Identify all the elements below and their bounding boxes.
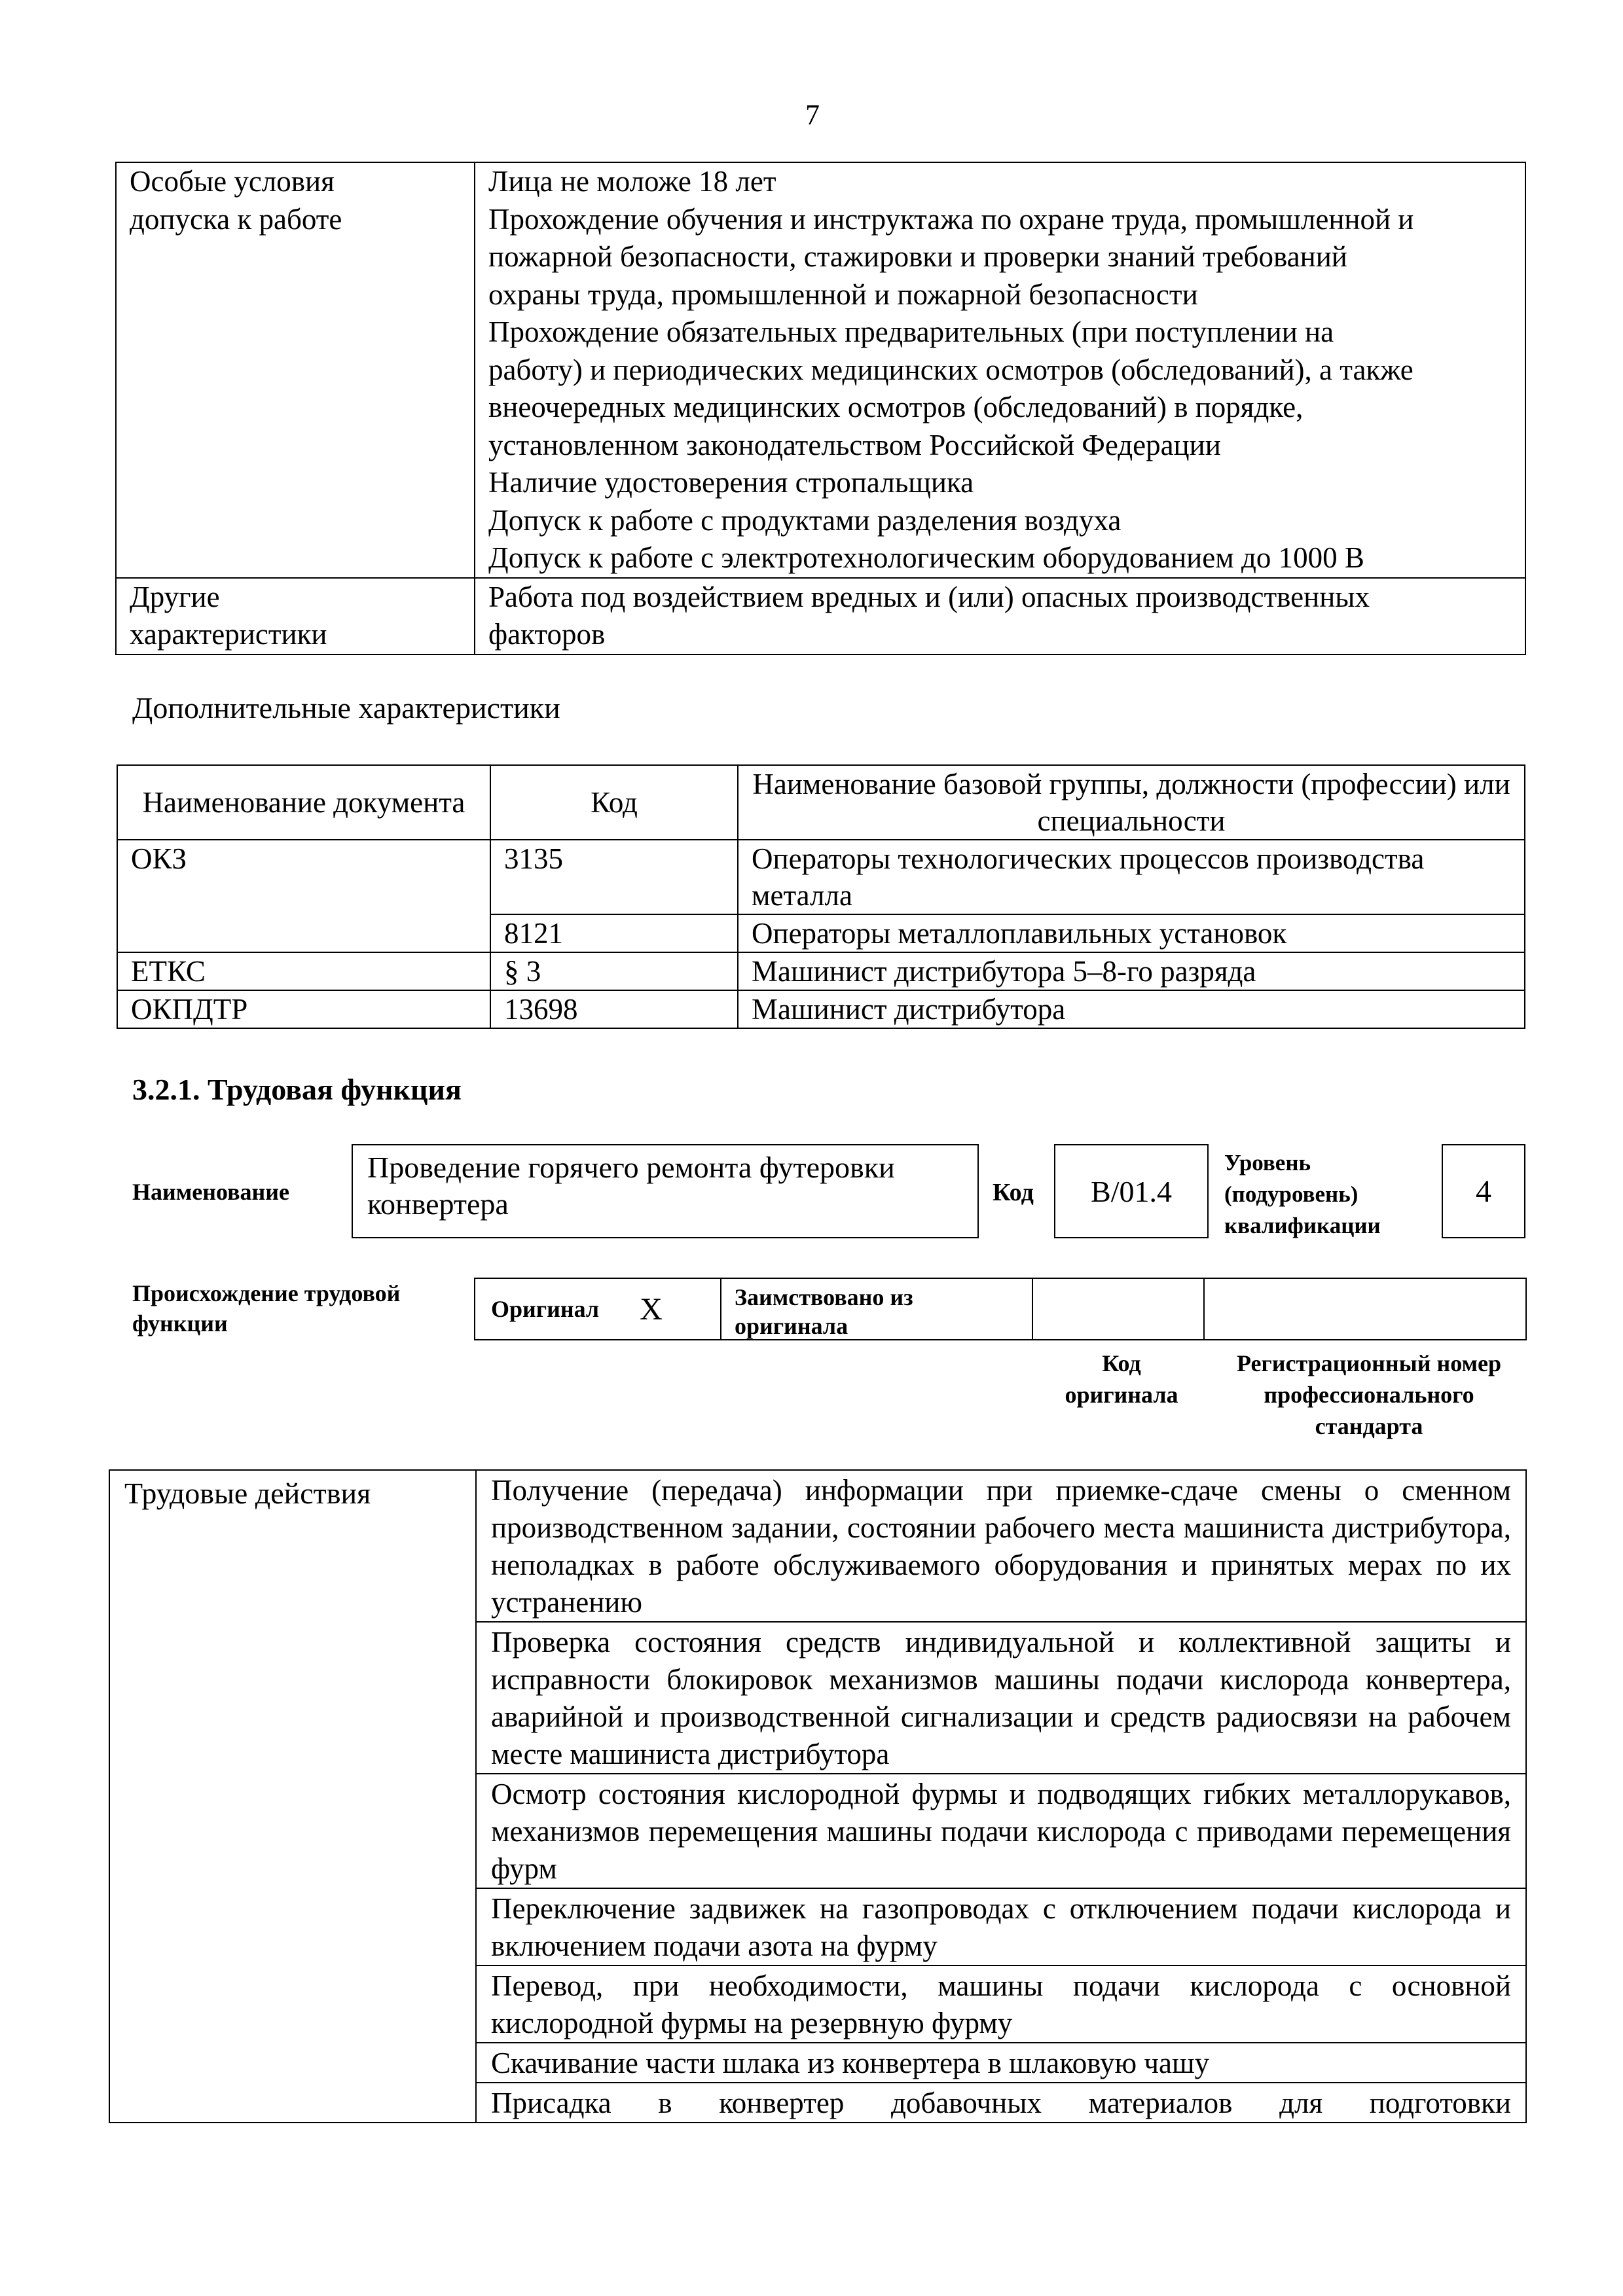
doc-cell: ОКПДТР xyxy=(117,990,490,1028)
function-code-label: Код xyxy=(993,1179,1034,1206)
additional-characteristics-table xyxy=(117,764,1525,1029)
doc-cell: ОКЗ xyxy=(117,840,490,952)
labor-actions-table xyxy=(109,1469,1527,2123)
level-label-line: (подуровень) xyxy=(1224,1181,1359,1207)
condition-line: Допуск к работе с продуктами разделения воздуха xyxy=(488,503,1122,537)
caption-line: оригинала xyxy=(1065,1382,1178,1408)
action-item: Осмотр состояния кислородной фурмы и подводящих гибких металлорукавов, механизмов перемещения машины подачи кислорода с приводами перемещения фурм xyxy=(476,1774,1526,1888)
action-item: Присадка в конвертер добавочных материалов для подготовки xyxy=(476,2083,1526,2123)
row-label-line: Особые условия xyxy=(130,165,335,198)
condition-line: пожарной безопасности, стажировки и проверки знаний требований xyxy=(488,240,1347,273)
condition-line: работу) и периодических медицинских осмотров (обследований), а также xyxy=(488,353,1413,386)
table-row xyxy=(116,162,1525,578)
registration-number-cell xyxy=(1205,1279,1525,1339)
header-code: Код xyxy=(490,765,738,840)
condition-line: внеочередных медицинских осмотров (обследований) в порядке, xyxy=(488,391,1304,423)
origin-label-line: Происхождение трудовой xyxy=(132,1280,401,1306)
conditions-value-cell xyxy=(475,162,1525,578)
condition-line: Наличие удостоверения стропальщика xyxy=(488,466,974,499)
table-row xyxy=(116,578,1525,655)
page-number: 7 xyxy=(805,99,820,131)
labor-function-heading: 3.2.1. Трудовая функция xyxy=(132,1073,462,1106)
row-label-line: Другие xyxy=(130,580,220,613)
condition-line: Прохождение обучения и инструктажа по охране труда, промышленной и xyxy=(488,202,1414,236)
labor-actions-label: Трудовые действия xyxy=(109,1470,476,2123)
table-row xyxy=(117,840,1525,914)
origin-row xyxy=(474,1278,1527,1340)
conditions-label-cell xyxy=(116,162,475,578)
level-label-line: квалификации xyxy=(1224,1213,1381,1238)
header-group-name: Наименование базовой группы, должности (профессии) или специальности xyxy=(738,765,1525,840)
table-row xyxy=(117,952,1525,990)
name-cell: Машинист дистрибутора 5–8-го разряда xyxy=(738,952,1525,990)
original-label: Оригинал xyxy=(491,1296,600,1322)
original-code-cell xyxy=(1033,1279,1205,1339)
row-label-line: характеристики xyxy=(130,618,327,651)
row-label-line: допуска к работе xyxy=(130,202,342,236)
name-cell: Операторы металлоплавильных установок xyxy=(738,914,1525,952)
header-doc-name: Наименование документа xyxy=(117,765,490,840)
other-label-cell xyxy=(116,578,475,655)
condition-line: Прохождение обязательных предварительных (при поступлении на xyxy=(488,315,1334,348)
action-item: Получение (передача) информации при приемке-сдаче смены о сменном производственном задании, состоянии рабочего места машиниста дистрибутора, неполадках в работе обслуживаемого оборудования и принятых мерах по их устранению xyxy=(476,1470,1526,1622)
function-origin-label xyxy=(132,1278,400,1338)
code-cell: § 3 xyxy=(490,952,738,990)
origin-label-line: функции xyxy=(132,1310,228,1336)
condition-line: факторов xyxy=(488,618,606,651)
code-cell: 13698 xyxy=(490,990,738,1028)
function-name-label: Наименование xyxy=(132,1179,289,1205)
caption-line: Регистрационный номер xyxy=(1236,1350,1502,1376)
condition-line: охраны труда, промышленной и пожарной безопасности xyxy=(488,278,1198,311)
code-original-caption xyxy=(1036,1348,1207,1410)
action-item: Проверка состояния средств индивидуальной и коллективной защиты и исправности блокировок механизмов машины подачи кислорода конвертера, аварийной и производственной сигнализации и средств радиосвязи на рабочем месте машиниста дистрибутора xyxy=(476,1622,1526,1774)
level-label-line: Уровень xyxy=(1224,1150,1311,1175)
code-cell: 8121 xyxy=(490,914,738,952)
borrowed-label: Заимствовано из оригинала xyxy=(721,1279,1033,1339)
condition-line: установленном законодательством Российской Федерации xyxy=(488,428,1221,461)
action-item: Перевод, при необходимости, машины подачи кислорода с основной кислородной фурмы на резервную фурму xyxy=(476,1965,1526,2043)
doc-cell: ЕТКС xyxy=(117,952,490,990)
action-item: Скачивание части шлака из конвертера в шлаковую чашу xyxy=(476,2043,1526,2083)
caption-line: профессионального xyxy=(1264,1382,1474,1408)
additional-characteristics-heading: Дополнительные характеристики xyxy=(132,691,560,725)
original-cell xyxy=(475,1279,721,1339)
condition-line: Лица не моложе 18 лет xyxy=(488,165,776,198)
action-item: Переключение задвижек на газопроводах с отключением подачи кислорода и включением подачи азота на фурму xyxy=(476,1888,1526,1965)
qualification-level-value: 4 xyxy=(1442,1144,1525,1238)
original-mark: X xyxy=(640,1291,663,1327)
registration-number-caption xyxy=(1209,1348,1529,1442)
name-cell: Операторы технологических процессов производства металла xyxy=(738,840,1525,914)
condition-line: Работа под воздействием вредных и (или) опасных производственных xyxy=(488,580,1370,613)
function-code-value: В/01.4 xyxy=(1054,1144,1209,1238)
caption-line: стандарта xyxy=(1315,1413,1423,1439)
table-row xyxy=(117,990,1525,1028)
caption-line: Код xyxy=(1102,1350,1141,1376)
function-name-value: Проведение горячего ремонта футеровки конвертера xyxy=(352,1144,979,1238)
table-row xyxy=(109,1470,1526,1622)
condition-line: Допуск к работе с электротехнологическим оборудованием до 1000 В xyxy=(488,541,1364,574)
code-cell: 3135 xyxy=(490,840,738,914)
table-header-row xyxy=(117,765,1525,840)
qualification-level-label xyxy=(1224,1147,1381,1242)
other-value-cell xyxy=(475,578,1525,655)
name-cell: Машинист дистрибутора xyxy=(738,990,1525,1028)
conditions-table xyxy=(115,162,1526,655)
